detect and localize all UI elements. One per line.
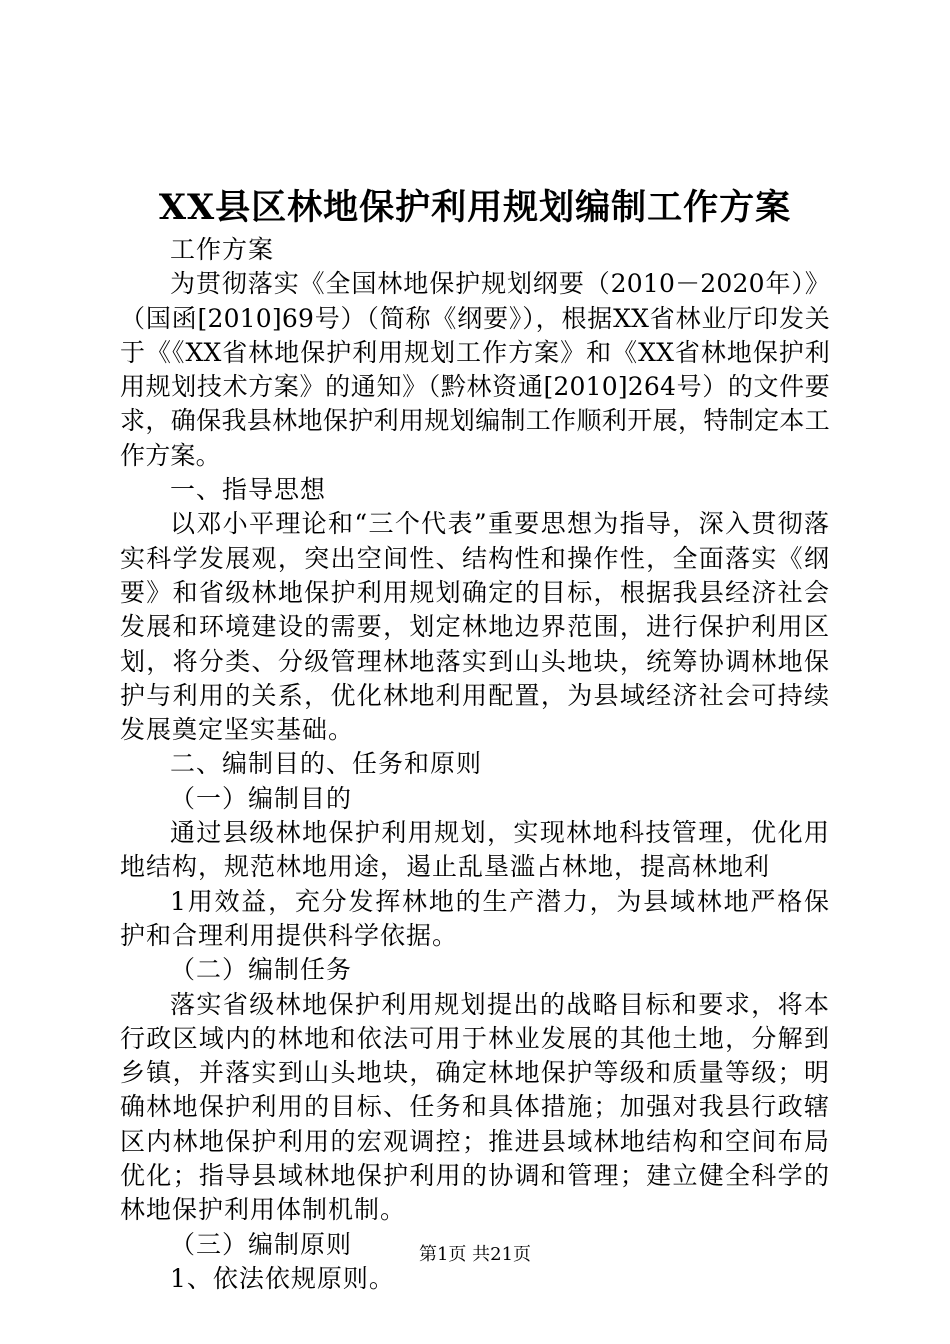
paragraph-purpose-part2: 1用效益，充分发挥林地的生产潜力，为县域林地严格保护和合理利用提供科学依据。 (120, 886, 830, 950)
paragraph-work-plan-label: 工作方案 (170, 235, 275, 264)
document-title: XX县区林地保护利用规划编制工作方案 (158, 187, 792, 228)
page-footer: 第1页 共21页 (418, 1244, 532, 1265)
paragraph-guiding-ideology: 以邓小平理论和“三个代表”重要思想为指导，深入贯彻落实科学发展观，突出空间性、结构性和操作性，全面落实《纲要》和省级林地保护利用规划确定的目标，根据我县经济社会发展和环境建设的需要，划定林地边界范围，进行保护利用区划，将分类、分级管理林地落实到山头地块，统筹协调林地保护与利用的关系，优化林地利用配置，为县域经济社会可持续发展奠定坚实基础。 (120, 509, 830, 745)
paragraph-tasks: 落实省级林地保护利用规划提出的战略目标和要求，将本行政区域内的林地和依法可用于林业发展的其他土地，分解到乡镇，并落实到山头地块，确定林地保护等级和质量等级；明确林地保护利用的目标、任务和具体措施；加强对我县行政辖区内林地保护利用的宏观调控；推进县域林地结构和空间布局优化；指导县域林地保护利用的协调和管理；建立健全科学的林地保护利用体制机制。 (120, 989, 830, 1225)
paragraph-principle-1: 1、依法依规原则。 (170, 1263, 395, 1293)
paragraph-intro: 为贯彻落实《全国林地保护规划纲要（2010－2020年）》（国函[2010]69号）（简称《纲要》），根据XX省林业厅印发关于《《XX省林地保护利用规划工作方案》和《XX省林地保护利用规划技术方案》的通知》（黔林资通[2010]264号）的文件要求，确保我县林地保护利用规划编制工作顺利开展，特制定本工作方案。 (120, 269, 830, 470)
paragraph-purpose-part1: 通过县级林地保护利用规划，实现林地科技管理，优化用地结构，规范林地用途，遏止乱垦滥占林地，提高林地利 (120, 818, 830, 882)
heading-purpose-tasks-principles: 二、编制目的、任务和原则 (170, 749, 483, 779)
subheading-purpose: （一）编制目的 (170, 783, 353, 813)
heading-guiding-ideology: 一、指导思想 (170, 475, 327, 505)
document-body (120, 233, 830, 1296)
subheading-tasks: （二）编制任务 (170, 955, 353, 985)
subheading-principles: （三）编制原则 (170, 1229, 353, 1259)
